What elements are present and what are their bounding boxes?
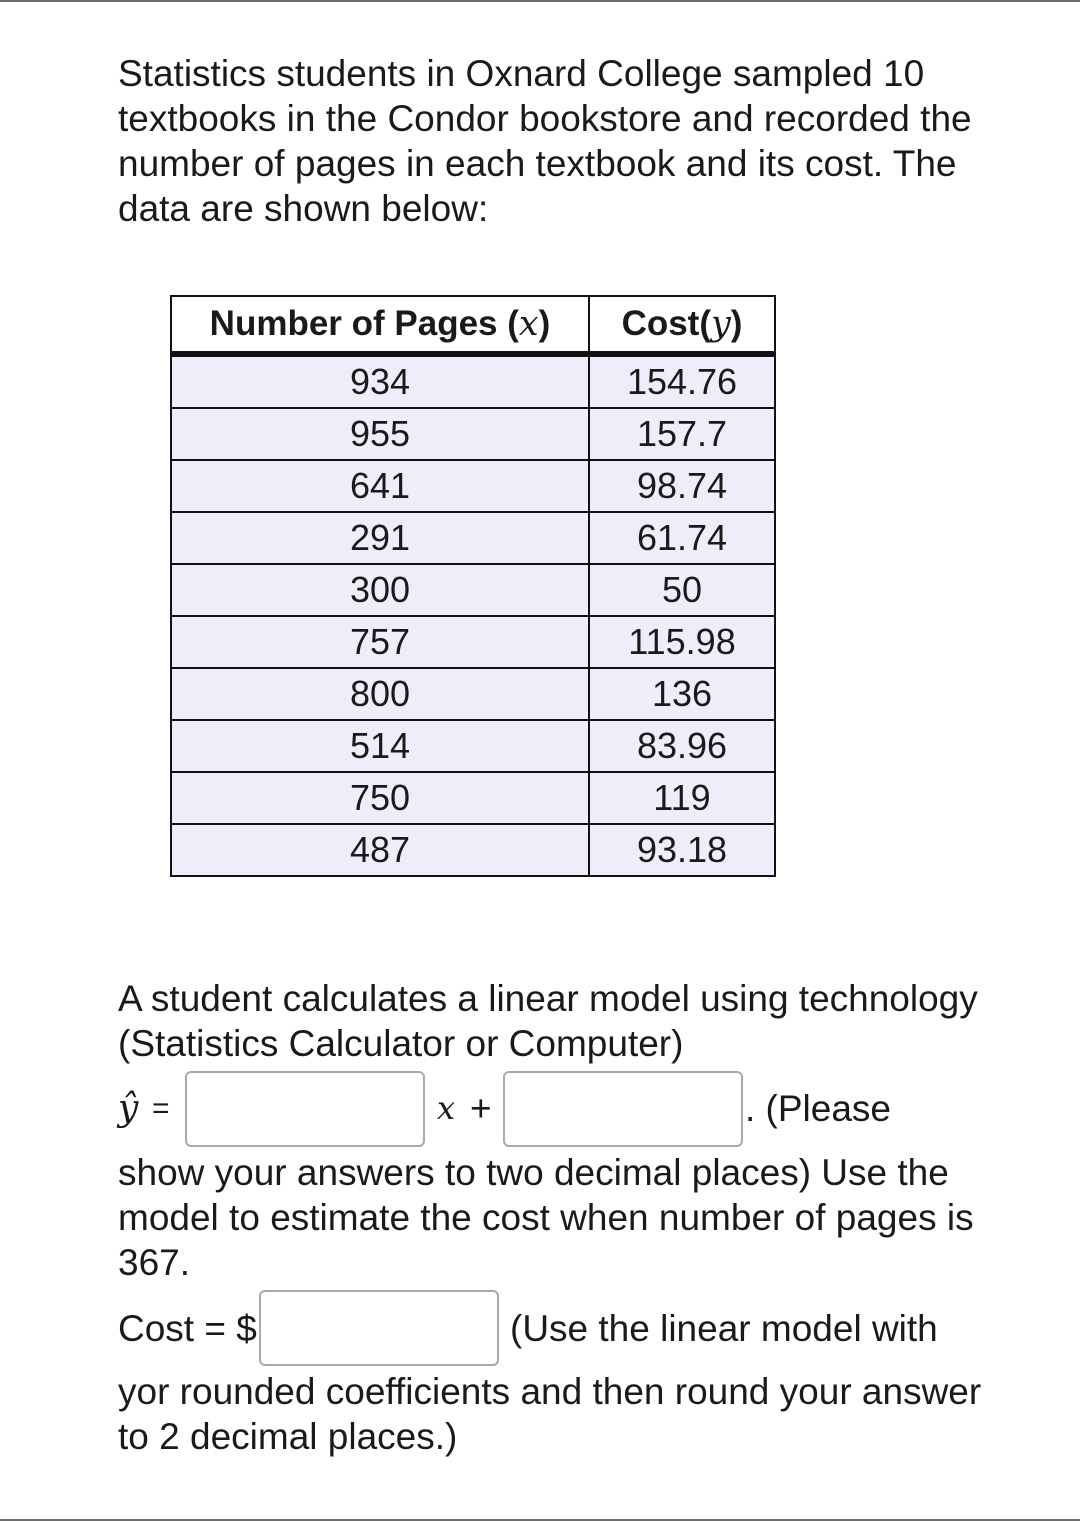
equals-sign: = (152, 1092, 170, 1125)
pages-cell: 291 (171, 512, 589, 564)
cost-cell: 98.74 (589, 460, 775, 512)
model-intro: A student calculates a linear model using technology (Statistics Calculator or Computer) (118, 978, 978, 1064)
intercept-input[interactable] (503, 1071, 743, 1147)
cost-note: (Use the linear model with (510, 1308, 938, 1349)
cost-label: Cost = $ (118, 1308, 257, 1349)
cost-cell: 83.96 (589, 720, 775, 772)
cost-cell: 93.18 (589, 824, 775, 876)
instructions: show your answers to two decimal places) Use the model to estimate the cost when number of pages is 367. (118, 1152, 974, 1283)
cost-cell: 136 (589, 668, 775, 720)
x-symbol: x (437, 1089, 456, 1127)
table-row (171, 720, 775, 772)
table-row (171, 772, 775, 824)
header-cost: Cost(y) (589, 296, 775, 354)
cost-input[interactable] (259, 1290, 499, 1366)
table-row (171, 512, 775, 564)
final-note: yor rounded coefficients and then round your answer to 2 decimal places.) (118, 1371, 982, 1457)
table-row (171, 824, 775, 876)
table-row (171, 354, 775, 408)
y-hat-symbol: ŷ (118, 1088, 139, 1129)
table-row (171, 564, 775, 616)
slope-input[interactable] (185, 1071, 425, 1147)
pages-cell: 641 (171, 460, 589, 512)
please-text: . (Please (745, 1088, 892, 1129)
pages-cell: 934 (171, 354, 589, 408)
cost-cell: 61.74 (589, 512, 775, 564)
top-border (0, 0, 1080, 2)
pages-cell: 800 (171, 668, 589, 720)
table-row (171, 616, 775, 668)
header-pages: Number of Pages (x) (171, 296, 589, 354)
pages-cell: 300 (171, 564, 589, 616)
plus-sign: + (470, 1088, 492, 1129)
table-header-row (171, 296, 775, 354)
cost-cell: 115.98 (589, 616, 775, 668)
pages-cell: 514 (171, 720, 589, 772)
pages-cell: 487 (171, 824, 589, 876)
cost-cell: 50 (589, 564, 775, 616)
problem-intro: Statistics students in Oxnard College sampled 10 textbooks in the Condor bookstore and recorded the number of pages in each textbook and its cost. The data are shown below: (118, 53, 972, 229)
table-row (171, 668, 775, 720)
pages-cell: 757 (171, 616, 589, 668)
pages-cell: 955 (171, 408, 589, 460)
cost-cell: 119 (589, 772, 775, 824)
data-table (170, 295, 776, 877)
cost-cell: 154.76 (589, 354, 775, 408)
cost-cell: 157.7 (589, 408, 775, 460)
pages-cell: 750 (171, 772, 589, 824)
table-row (171, 460, 775, 512)
table-row (171, 408, 775, 460)
